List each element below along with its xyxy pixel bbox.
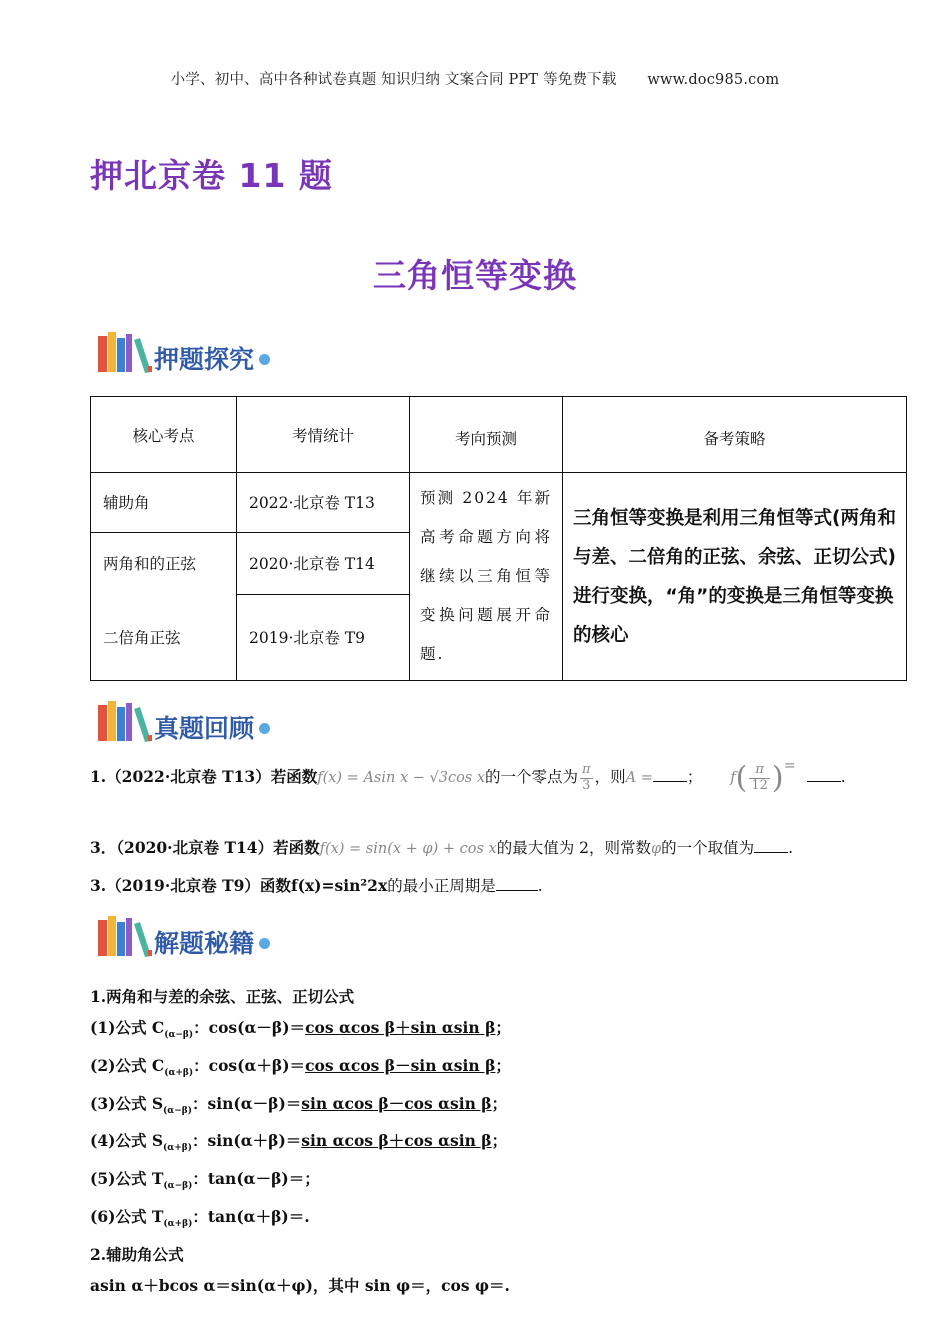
- q2-tail: 的一个取值为: [661, 839, 755, 857]
- dot-icon: [259, 354, 270, 365]
- q1-answer-blank-a[interactable]: [653, 767, 687, 782]
- formula-end: ；: [491, 1093, 508, 1113]
- formula-lhs: ：cos(α＋β)＝: [193, 1055, 306, 1075]
- table-header-cell: 考情统计: [237, 397, 410, 473]
- exam-analysis-table: [90, 396, 907, 681]
- formula-heading: 1.两角和与差的余弦、正弦、正切公式: [90, 987, 355, 1006]
- q2-prefix: 3．（2020·北京卷 T14）若函数: [90, 838, 320, 857]
- formula-lhs: ：sin(α＋β)＝: [192, 1131, 302, 1151]
- page-header: [0, 68, 950, 89]
- formula-heading: 2.辅助角公式: [90, 1245, 184, 1265]
- formula-line: [90, 1126, 511, 1164]
- core-point-cell: 二倍角正弦: [91, 594, 237, 681]
- formula-lhs: ：cos(α－β)＝: [193, 1017, 306, 1037]
- q2-mid: 的最大值为 2，则常数: [496, 839, 651, 857]
- core-point-cell: 辅助角: [91, 473, 237, 533]
- q1-a-eq: A =: [625, 770, 653, 786]
- q1-answer-blank-f[interactable]: [807, 767, 841, 782]
- strategy-cell: 三角恒等变换是利用三角恒等式(两角和与差、二倍角的正弦、余弦、正切公式)进行变换，“角”的变换是三角恒等变换的核心: [563, 473, 907, 681]
- formula-list: [90, 982, 511, 1302]
- question-1: 1.（2022·北京卷 T13）若函数f(x) = Asin x − √3cos x的一个零点为 $\frac{\pi}{3}$ ，则A = ； f( $\frac{\pi}{12}$ )= .: [90, 758, 846, 796]
- q1-f-eq: =: [783, 758, 796, 774]
- formula-label: (3)公式 S: [90, 1093, 164, 1113]
- formula-rhs: sin αcos β－cos αsin β: [301, 1093, 492, 1113]
- q1-f-fraction: [749, 763, 770, 793]
- formula-end: ；: [495, 1017, 511, 1037]
- books-icon: [96, 914, 152, 958]
- formula-lhs: ：sin(α－β)＝: [192, 1093, 302, 1113]
- table-header-cell: 备考策略: [563, 397, 907, 473]
- formula-line: [90, 1013, 511, 1051]
- prediction-cell: 预测 2024 年新高考命题方向将继续以三角恒等变换问题展开命题.: [410, 473, 563, 681]
- formula-label: (2)公式 C: [90, 1055, 165, 1075]
- formula-rhs: sin αcos β＋cos αsin β: [301, 1131, 492, 1151]
- document-title: 押北京卷 11 题: [90, 156, 333, 195]
- header-site-link[interactable]: www.doc985.com: [647, 72, 780, 88]
- formula-label: (6)公式 T: [90, 1207, 164, 1227]
- question-3: [90, 874, 543, 896]
- stat-cell: 2020·北京卷 T14: [237, 532, 410, 594]
- q3-end: .: [537, 877, 543, 895]
- formula-sub: (α−β): [163, 1181, 193, 1192]
- section-header-tips: [96, 908, 270, 958]
- q1-f-frac-den: 12: [751, 777, 768, 793]
- table-header-cell: 考向预测: [410, 397, 563, 473]
- formula-end: ；: [495, 1055, 511, 1075]
- formula-sub: (α+β): [164, 1067, 194, 1078]
- core-point-cell: 两角和的正弦: [91, 532, 237, 594]
- formula-lhs: ：tan(α－β)＝；: [192, 1169, 320, 1189]
- formula-sub: (α−β): [163, 1105, 193, 1116]
- formula-line: [90, 1051, 511, 1089]
- q1-frac-den: 3: [582, 777, 591, 793]
- q1-f-frac-num: π: [749, 763, 770, 778]
- formula-end: ；: [491, 1131, 508, 1151]
- section-title-review: 真题回顾: [154, 714, 255, 743]
- dot-icon: [259, 723, 270, 734]
- q2-formula: f(x) = sin(x + φ) + cos x: [319, 841, 497, 857]
- q1-sep: ；: [686, 768, 703, 786]
- q3-answer-blank[interactable]: [496, 876, 538, 891]
- q2-answer-blank[interactable]: [754, 838, 788, 853]
- q1-fraction: [580, 763, 593, 793]
- formula-line: [90, 1089, 511, 1127]
- stat-cell: 2019·北京卷 T9: [237, 594, 410, 681]
- formula-sub: (α−β): [164, 1029, 194, 1040]
- q1-mid: 的一个零点为: [485, 768, 579, 786]
- topic-title: 三角恒等变换: [373, 256, 577, 295]
- header-text: 小学、初中、高中各种试卷真题 知识归纳 文案合同 PPT 等免费下载: [170, 72, 617, 88]
- q2-phi: φ: [650, 841, 662, 857]
- section-header-explore: [96, 324, 270, 374]
- q3-tail: 的最小正周期是: [387, 877, 496, 895]
- q2-end: .: [788, 839, 794, 857]
- q1-end: .: [840, 768, 846, 786]
- formula-rhs: cos αcos β＋sin αsin β: [305, 1017, 496, 1037]
- q1-f-label: f: [730, 770, 736, 786]
- formula-lhs: ：tan(α＋β)＝.: [192, 1207, 310, 1227]
- question-2: [90, 836, 793, 858]
- section-header-review: [96, 693, 270, 743]
- dot-icon: [259, 938, 270, 949]
- formula-label: (1)公式 C: [90, 1017, 165, 1037]
- q1-formula: f(x) = Asin x − √3cos x: [317, 770, 486, 786]
- formula-rhs: cos αcos β－sin αsin β: [305, 1055, 496, 1075]
- formula-sub: (α+β): [163, 1219, 193, 1230]
- section-title-explore: 押题探究: [154, 345, 255, 374]
- q1-prefix: 1.（2022·北京卷 T13）若函数: [90, 767, 318, 786]
- books-icon: [96, 330, 152, 374]
- formula-label: (4)公式 S: [90, 1131, 164, 1151]
- stat-cell: 2022·北京卷 T13: [237, 473, 410, 533]
- q3-fx: f(x)=sin²2x: [290, 876, 388, 895]
- auxiliary-angle-formula: asin α＋bcos α＝sin(α＋φ)，其中 sin φ＝，cos φ＝.: [90, 1275, 510, 1295]
- books-icon: [96, 699, 152, 743]
- formula-line: [90, 1164, 511, 1202]
- table-header-cell: 核心考点: [91, 397, 237, 473]
- formula-line: [90, 1202, 511, 1240]
- section-title-tips: 解题秘籍: [154, 929, 255, 958]
- formula-sub: (α+β): [163, 1143, 193, 1154]
- q1-then: ，则: [594, 768, 626, 786]
- q1-frac-num: π: [582, 762, 591, 778]
- formula-label: (5)公式 T: [90, 1169, 164, 1189]
- q3-prefix: 3.（2019·北京卷 T9）函数: [90, 876, 291, 895]
